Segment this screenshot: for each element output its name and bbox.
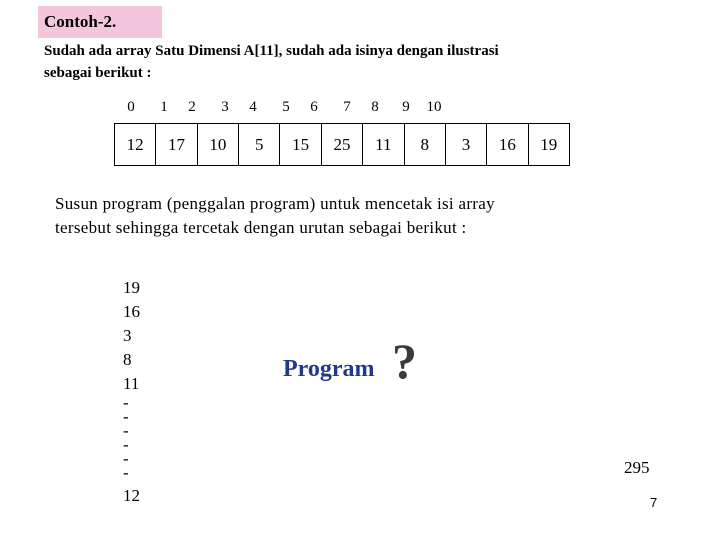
array-cell: 8: [404, 124, 445, 166]
array-cell: 16: [487, 124, 528, 166]
output-list: [123, 276, 140, 508]
output-value: 8: [123, 350, 132, 369]
array-cell: 19: [528, 124, 569, 166]
heading-box: [38, 6, 162, 38]
array-index: 5: [282, 99, 290, 115]
task-line-2: tersebut sehingga tercetak dengan urutan sebagai berikut :: [55, 218, 467, 237]
array-cell: 17: [156, 124, 197, 166]
array-index: 10: [426, 99, 442, 115]
array-value-row: [115, 124, 570, 166]
array-index: 1: [160, 99, 168, 115]
array-table: [114, 123, 570, 166]
array-cell: 5: [239, 124, 280, 166]
array-index-row: [0, 99, 720, 119]
output-ellipsis-dash: -: [123, 435, 129, 454]
array-index: 8: [371, 99, 379, 115]
output-ellipsis-dash: -: [123, 421, 129, 440]
array-cell: 25: [321, 124, 362, 166]
output-value: 11: [123, 374, 140, 393]
output-ellipsis-dash: -: [123, 463, 129, 482]
array-cell: 15: [280, 124, 321, 166]
page-number: 7: [650, 495, 658, 510]
array-index: 6: [310, 99, 318, 115]
array-index: 3: [221, 99, 229, 115]
output-value: 16: [123, 302, 140, 321]
array-cell: 11: [363, 124, 404, 166]
program-label: Program: [283, 356, 375, 382]
array-cell: 10: [197, 124, 238, 166]
output-ellipsis-dash: -: [123, 407, 129, 426]
task-text: [55, 192, 655, 240]
array-index: 7: [343, 99, 351, 115]
array-cell: 3: [445, 124, 486, 166]
array-index: 9: [402, 99, 410, 115]
intro-line-2: sebagai berikut :: [44, 65, 152, 81]
array-cell: 12: [115, 124, 156, 166]
output-value-last: 12: [123, 486, 140, 505]
footer-number: 295: [624, 458, 650, 477]
task-line-1: Susun program (penggalan program) untuk mencetak isi array: [55, 194, 495, 213]
intro-text: [44, 40, 644, 84]
output-value: 19: [123, 278, 140, 297]
heading-title: Contoh-2.: [44, 12, 117, 31]
array-index: 2: [188, 99, 196, 115]
output-value: 3: [123, 326, 132, 345]
array-index: 4: [249, 99, 257, 115]
intro-line-1: Sudah ada array Satu Dimensi A[11], sudah ada isinya dengan ilustrasi: [44, 43, 499, 59]
output-ellipsis-dash: -: [123, 393, 129, 412]
array-index: 0: [127, 99, 135, 115]
output-ellipsis-dash: -: [123, 449, 129, 468]
question-mark-icon: ?: [392, 333, 417, 389]
